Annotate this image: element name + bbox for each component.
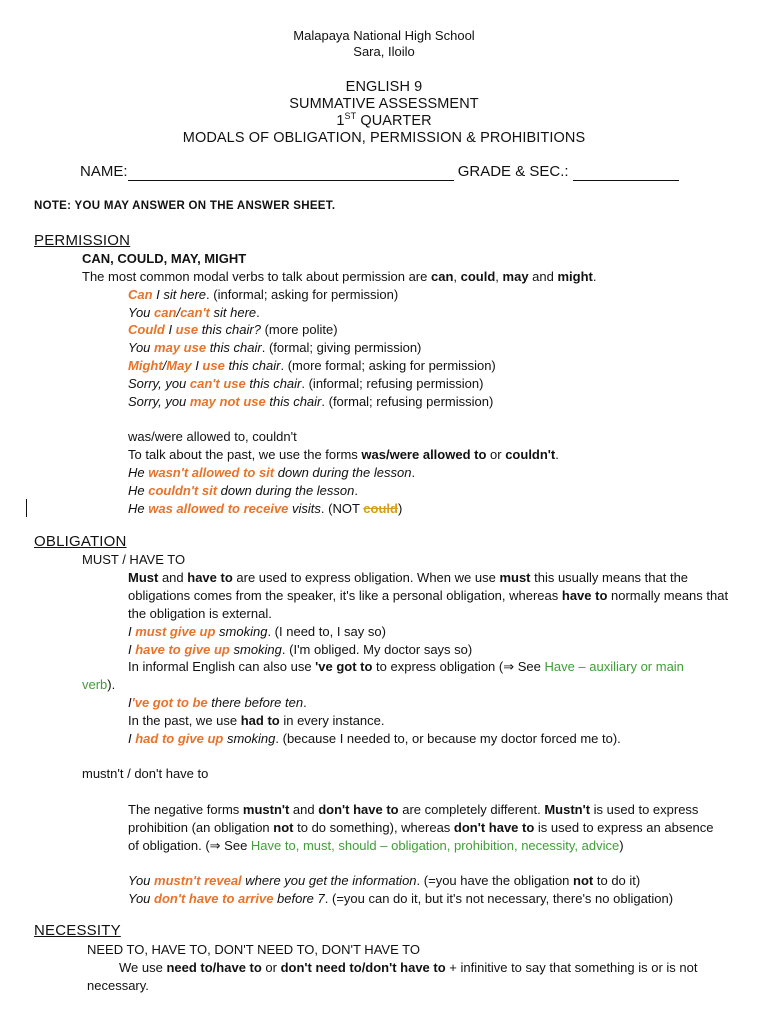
assessment-title: SUMMATIVE ASSESSMENT <box>289 96 479 112</box>
permission-example-3: Could I use this chair? (more polite) <box>128 322 338 337</box>
permission-past-example-2: He couldn't sit down during the lesson. <box>128 483 358 498</box>
obligation-example-3: I've got to be there before ten. <box>128 695 307 710</box>
link-have-to-must-should[interactable]: Have to, must, should – obligation, prohibition, necessity, advice <box>250 838 620 853</box>
answer-note: NOTE: YOU MAY ANSWER ON THE ANSWER SHEET. <box>34 200 336 212</box>
permission-past-example-1: He wasn't allowed to sit down during the lesson. <box>128 465 416 480</box>
necessity-subheading: NEED TO, HAVE TO, DON'T NEED TO, DON'T HAVE TO <box>87 942 420 957</box>
quarter-number: 1 <box>336 113 345 129</box>
link-verb[interactable]: verb <box>82 677 108 692</box>
obligation-informal-line-cont: verb). <box>82 677 116 692</box>
section-heading-permission: PERMISSION <box>34 232 131 249</box>
permission-past-example-3: He was allowed to receive visits. (NOT could) <box>128 501 403 516</box>
obligation-informal-line: In informal English can also use 've got to to express obligation (⇒ See Have – auxiliary or main <box>128 659 684 674</box>
section-heading-necessity: NECESSITY <box>34 922 121 939</box>
permission-past-subheading: was/were allowed to, couldn't <box>128 429 297 444</box>
quarter-title <box>0 112 768 130</box>
obligation-past-line: In the past, we use had to in every instance. <box>128 713 385 728</box>
link-have-auxiliary[interactable]: Have – auxiliary or main <box>544 659 684 674</box>
school-name: Malapaya National High School <box>293 28 475 43</box>
permission-example-2: You can/can't sit here. <box>128 305 260 320</box>
permission-intro: The most common modal verbs to talk about permission are can, could, may and might. <box>82 269 597 284</box>
permission-example-7: Sorry, you may not use this chair. (formal; refusing permission) <box>128 394 494 409</box>
negative-example-2: You don't have to arrive before 7. (=you can do it, but it's not necessary, there's no obligation) <box>128 891 674 906</box>
obligation-subheading: MUST / HAVE TO <box>82 552 186 567</box>
negative-paragraph: The negative forms mustn't and don't have to are completely different. Mustn't is used to express prohibition (an obligation not to do something), whereas don't have to is used to express an absence of obligation. (⇒ See Have to, must, should – obligation, prohibition, necessity, advice) <box>128 802 714 853</box>
section-heading-obligation: OBLIGATION <box>34 533 127 550</box>
student-info-row <box>80 163 679 181</box>
obligation-example-2: I have to give up smoking. (I'm obliged. My doctor says so) <box>128 642 473 657</box>
name-label: NAME: <box>80 163 128 180</box>
negative-subheading: mustn't / don't have to <box>82 766 209 781</box>
permission-example-5: Might/May I use this chair. (more formal; asking for permission) <box>128 358 496 373</box>
obligation-example-1: I must give up smoking. (I need to, I say so) <box>128 624 386 639</box>
quarter-superscript: ST <box>344 111 357 122</box>
text-cursor <box>26 499 27 517</box>
permission-example-1: Can I sit here. (informal; asking for permission) <box>128 287 399 302</box>
obligation-paragraph: Must and have to are used to express obligation. When we use must this usually means that the obligations comes from the speaker, it's like a personal obligation, whereas have to normally means that the obligation is external. <box>128 570 729 621</box>
name-blank[interactable] <box>128 166 454 181</box>
permission-example-6: Sorry, you can't use this chair. (informal; refusing permission) <box>128 376 484 391</box>
permission-subheading: CAN, COULD, MAY, MIGHT <box>82 251 247 266</box>
grade-blank[interactable] <box>573 166 679 181</box>
topic-title: MODALS OF OBLIGATION, PERMISSION & PROHIBITIONS <box>182 130 586 146</box>
school-location: Sara, Iloilo <box>353 44 415 59</box>
grade-label: GRADE & SEC.: <box>457 163 569 180</box>
subject-title: ENGLISH 9 <box>345 79 423 95</box>
permission-example-4: You may use this chair. (formal; giving permission) <box>128 340 422 355</box>
negative-example-1: You mustn't reveal where you get the information. (=you have the obligation not to do it) <box>128 873 641 888</box>
struck-word: could <box>363 501 398 516</box>
quarter-word: QUARTER <box>356 113 432 129</box>
obligation-example-4: I had to give up smoking. (because I needed to, or because my doctor forced me to). <box>128 731 621 746</box>
necessity-paragraph: We use need to/have to or don't need to/don't have to + infinitive to say that something is or is not necessary. <box>87 960 698 993</box>
permission-past-intro: To talk about the past, we use the forms was/were allowed to or couldn't. <box>128 447 559 462</box>
